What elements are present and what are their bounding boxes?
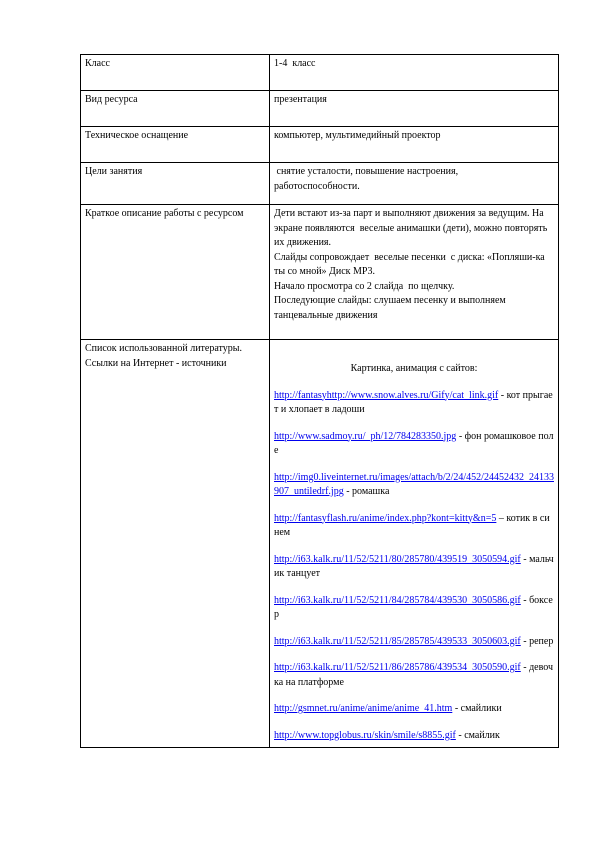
description-paragraph-1: Дети встают из-за парт и выполняют движения за ведущим. На экране появляются веселые анимашки (дети), можно повторять их движения. — [274, 208, 550, 248]
resource-link[interactable]: http://fantasyflash.ru/anime/index.php?kont=kitty&n=5 — [274, 512, 497, 524]
resource-item — [274, 553, 554, 582]
resource-link[interactable]: http://img0.liveinternet.ru/images/attach/b/2/24/452/24452432_24133907_untiledrf.jpg — [274, 471, 554, 497]
table-row-resource-type — [81, 91, 559, 127]
resource-description: - смайлик — [455, 729, 500, 741]
resource-link[interactable]: http://fantasyhttp://www.snow.alves.ru/Gify/cat_link.gif — [274, 389, 499, 401]
label-resource-type: Вид ресурса — [81, 91, 270, 127]
resource-item — [274, 635, 554, 650]
value-resource-type — [270, 91, 559, 127]
equipment-text: компьютер, мультимедийный проектор — [274, 130, 441, 141]
resource-item — [274, 471, 554, 500]
resource-info-table — [80, 54, 559, 748]
resource-list — [274, 389, 554, 744]
resource-description: - мальчик танцует — [274, 553, 554, 579]
resource-item — [274, 389, 554, 418]
class-text: 1-4 класс — [274, 58, 316, 69]
resource-item — [274, 594, 554, 623]
resource-description: - смайлики — [452, 703, 502, 714]
table-row-class — [81, 55, 559, 91]
resource-link[interactable]: http://i63.kalk.ru/11/52/5211/84/285784/439530_3050586.gif — [274, 594, 521, 606]
description-paragraph-4: Последующие слайды: слушаем песенку и выполняем танцевальные движения — [274, 295, 509, 321]
resource-item — [274, 661, 554, 690]
value-goals — [270, 163, 559, 205]
resource-description: - кот прыгает и хлопает в ладоши — [274, 389, 553, 415]
table-row-goals — [81, 163, 559, 205]
resource-link[interactable]: http://i63.kalk.ru/11/52/5211/86/285786/439534_3050590.gif — [274, 662, 521, 673]
label-equipment: Техническое оснащение — [81, 127, 270, 163]
value-literature — [270, 340, 559, 748]
label-class: Класс — [81, 55, 270, 91]
resource-description: – котик в синем — [274, 512, 550, 538]
table-row-literature — [81, 340, 559, 748]
description-paragraph-2: Слайды сопровождает веселые песенки с диска: «Попляши-ка ты со мной» Диск MP3. — [274, 251, 548, 277]
resource-link[interactable]: http://www.topglobus.ru/skin/smile/s8855.gif — [274, 729, 456, 741]
label-goals: Цели занятия — [81, 163, 270, 205]
description-paragraph-3: Начало просмотра со 2 слайда по щелчку. — [274, 280, 455, 292]
value-description — [270, 205, 559, 340]
resource-item — [274, 430, 554, 459]
label-description: Краткое описание работы с ресурсом — [81, 205, 270, 340]
value-class — [270, 55, 559, 91]
resource-link[interactable]: http://i63.kalk.ru/11/52/5211/85/285785/439533_3050603.gif — [274, 635, 521, 647]
resource-item — [274, 512, 554, 541]
resource-description: - фон ромашковое поле — [274, 430, 554, 456]
goals-line-1: снятие усталости, повышение настроения, — [274, 166, 459, 177]
value-equipment — [270, 127, 559, 163]
table-row-description — [81, 205, 559, 340]
resource-type-text: презентация — [274, 94, 327, 105]
resource-link[interactable]: http://i63.kalk.ru/11/52/5211/80/285780/439519_3050594.gif — [274, 553, 521, 565]
resource-description: - боксер — [274, 594, 553, 620]
literature-label-line-1: Список использованной литературы. — [85, 343, 242, 354]
resource-link[interactable]: http://gsmnet.ru/anime/anime/anime_41.htm — [274, 703, 453, 714]
resource-description: - ромашка — [343, 486, 390, 497]
literature-label-line-2: Ссылки на Интернет - источники — [85, 357, 227, 369]
goals-line-2: работоспособности. — [274, 180, 360, 192]
resource-item — [274, 729, 554, 744]
table-row-equipment — [81, 127, 559, 163]
resources-heading: Картинка, анимация с сайтов: — [350, 363, 478, 374]
resource-item — [274, 702, 554, 717]
resource-description: - девочка на платформе — [274, 662, 554, 688]
label-literature — [81, 340, 270, 748]
resource-description: - репер — [520, 635, 554, 647]
resource-link[interactable]: http://www.sadmoy.ru/_ph/12/784283350.jpg — [274, 430, 457, 442]
